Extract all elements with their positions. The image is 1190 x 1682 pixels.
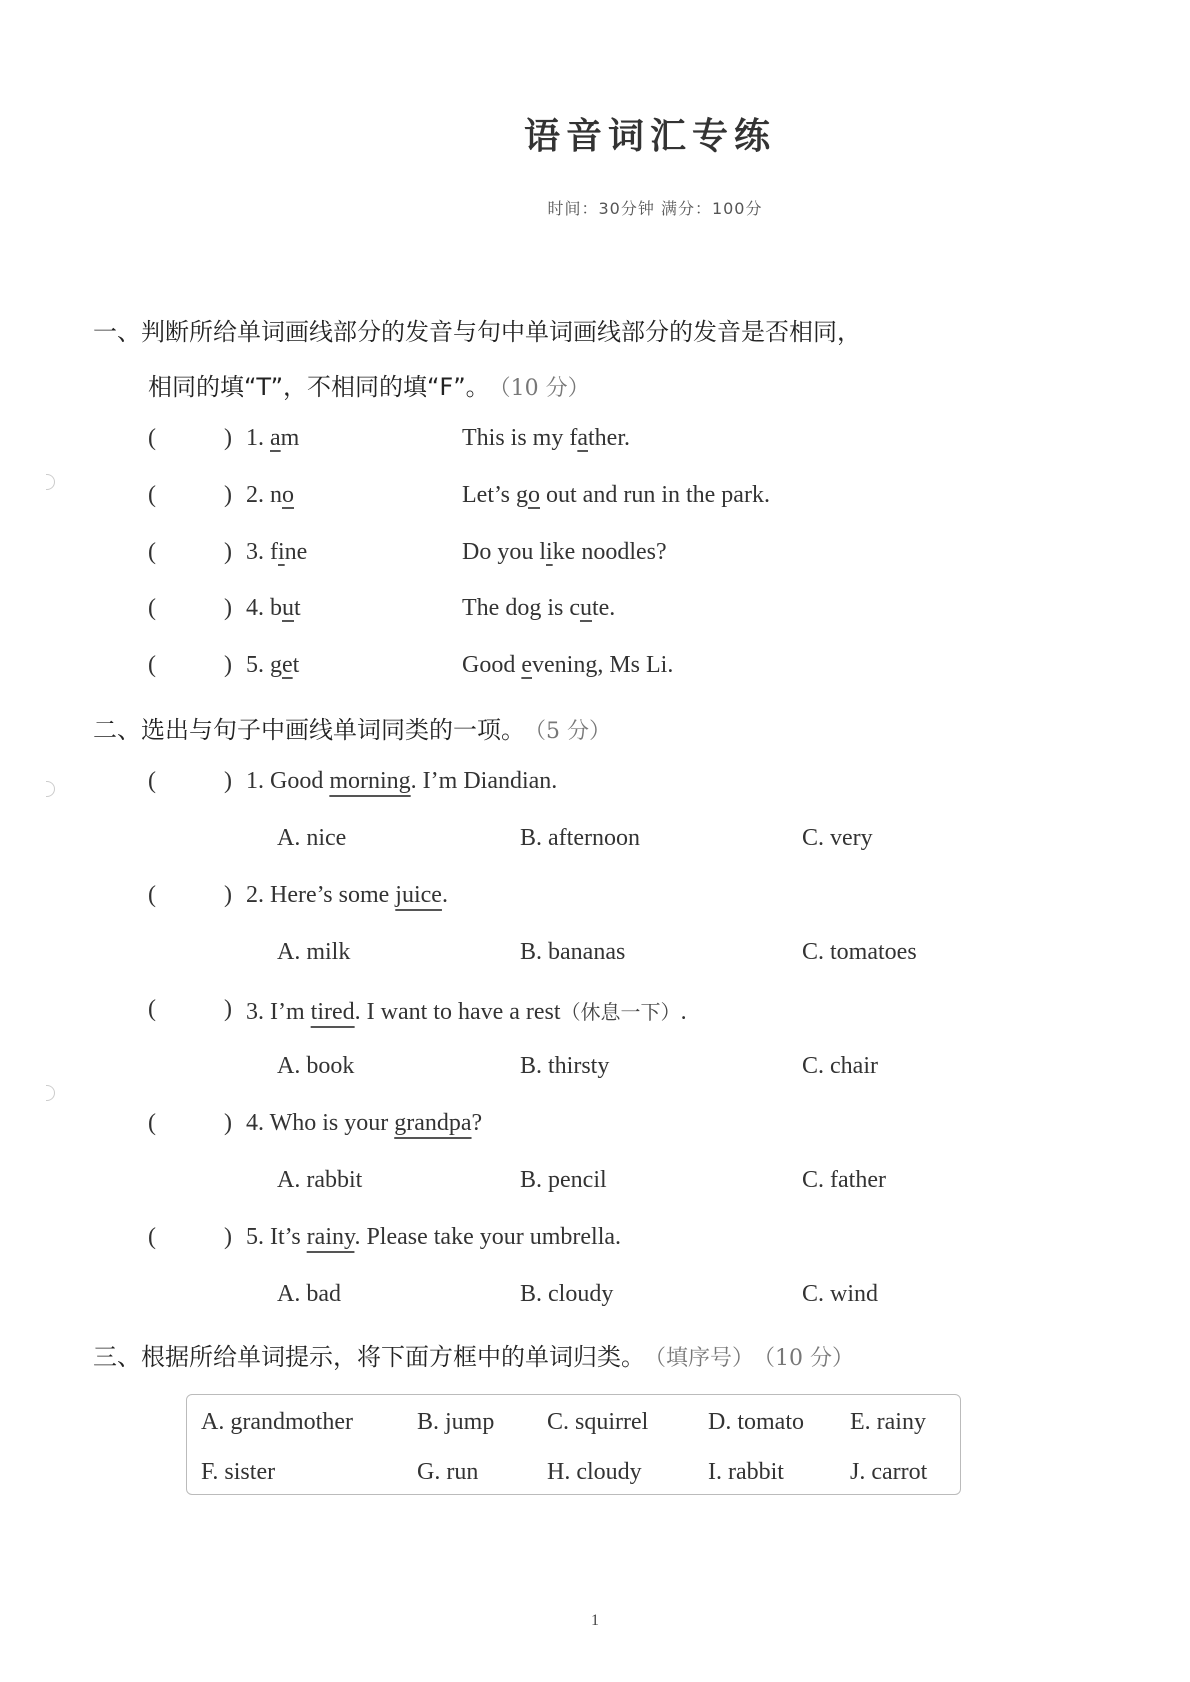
answer-blank[interactable]	[165, 1114, 221, 1140]
answer-paren-open: (	[148, 996, 156, 1022]
answer-paren-close: )	[224, 768, 232, 794]
answer-blank[interactable]	[165, 772, 221, 798]
question-number: 1.	[246, 425, 264, 451]
sentence-part: Here’s some	[270, 882, 396, 908]
question-sentence	[246, 882, 448, 909]
sentence-part: It’s	[270, 1224, 307, 1250]
option-b[interactable]: B. bananas	[520, 939, 626, 965]
question-number: 2.	[246, 482, 264, 508]
underlined-letter: e	[282, 652, 293, 678]
scan-mark	[46, 1085, 55, 1101]
word-part: ne	[284, 539, 308, 565]
option-c[interactable]: C. father	[802, 1167, 886, 1193]
word-part: b	[270, 595, 282, 621]
option-a[interactable]: A. nice	[277, 825, 347, 851]
sentence-part: ke noodles?	[552, 539, 667, 565]
question-word	[246, 482, 294, 509]
sentence-part: Let’s g	[462, 482, 528, 508]
question-number: 5.	[246, 652, 264, 678]
answer-blank[interactable]	[165, 429, 221, 455]
sentence-part: . Please take your umbrella.	[354, 1224, 622, 1250]
question-number: 4.	[246, 595, 264, 621]
scan-mark	[46, 781, 55, 797]
question-number: 3.	[246, 999, 264, 1025]
example-sentence	[462, 595, 615, 622]
word-bank-item: F. sister	[201, 1459, 276, 1485]
section3-score: （10 分）	[764, 1346, 855, 1371]
sentence-part: . I want to have a rest	[354, 999, 561, 1025]
sentence-part: Who is your	[269, 1110, 395, 1136]
question-sentence	[246, 996, 687, 1026]
word-bank-item: D. tomato	[708, 1409, 804, 1435]
time-and-score-info: 时间：30分钟 满分：100分	[547, 199, 763, 218]
word-bank-item: I. rabbit	[708, 1459, 784, 1485]
sentence-part: .	[441, 882, 448, 908]
section1-heading-text: 相同的填“T”，不相同的填“F”。	[148, 373, 490, 401]
underlined-word: morning	[329, 768, 411, 794]
section1-score: （10 分）	[499, 376, 590, 401]
word-part: g	[270, 652, 282, 678]
answer-paren-close: )	[224, 595, 232, 621]
answer-paren-open: (	[148, 1110, 156, 1136]
word-part: f	[270, 539, 278, 565]
section2-score: （5 分）	[535, 719, 611, 744]
option-a[interactable]: A. milk	[277, 939, 351, 965]
question-number: 5.	[246, 1224, 264, 1250]
section1-heading-line2	[148, 367, 590, 402]
sentence-part: . I’m Diandian.	[410, 768, 558, 794]
word-bank-item: A. grandmother	[201, 1409, 353, 1435]
answer-paren-close: )	[224, 1110, 232, 1136]
sentence-part: Good	[462, 652, 522, 678]
example-sentence	[462, 482, 770, 509]
answer-paren-close: )	[224, 996, 232, 1022]
underlined-word: tired	[310, 999, 355, 1025]
word-part: t	[292, 652, 300, 678]
sentence-part: This is my f	[462, 425, 578, 451]
answer-paren-open: (	[148, 482, 156, 508]
sentence-part: vening, Ms Li.	[532, 652, 674, 678]
underlined-word: grandpa	[394, 1110, 472, 1136]
answer-paren-open: (	[148, 539, 156, 565]
question-word	[246, 539, 307, 566]
question-number: 4.	[246, 1110, 264, 1136]
sentence-part: Good	[270, 768, 330, 794]
example-sentence	[462, 652, 673, 679]
chinese-hint: （休息一下）	[560, 1000, 681, 1024]
word-part: n	[270, 482, 282, 508]
answer-paren-open: (	[148, 1224, 156, 1250]
answer-paren-close: )	[224, 882, 232, 908]
underlined-word: rainy	[306, 1224, 355, 1250]
option-c[interactable]: C. tomatoes	[802, 939, 917, 965]
underlined-letter: e	[521, 652, 532, 678]
word-part: m	[280, 425, 300, 451]
option-a[interactable]: A. bad	[277, 1281, 341, 1307]
section2-heading-text: 二、选出与句子中画线单词同类的一项。	[93, 716, 525, 744]
answer-blank[interactable]	[165, 1000, 221, 1026]
underlined-letter: i	[546, 539, 553, 565]
sentence-part: The dog is c	[462, 595, 580, 621]
option-b[interactable]: B. pencil	[520, 1167, 607, 1193]
word-part: t	[294, 595, 301, 621]
option-b[interactable]: B. cloudy	[520, 1281, 614, 1307]
page-title: 语音词汇专练	[523, 115, 776, 157]
section3-heading	[93, 1337, 854, 1372]
underlined-letter: a	[577, 425, 588, 451]
question-sentence	[246, 768, 557, 795]
answer-blank[interactable]	[165, 543, 221, 569]
option-c[interactable]: C. very	[802, 825, 873, 851]
section2-heading	[93, 710, 611, 745]
underlined-letter: o	[282, 482, 294, 508]
sentence-part: ?	[471, 1110, 483, 1136]
answer-paren-open: (	[148, 595, 156, 621]
section3-fill-note: （填序号）	[655, 1346, 755, 1371]
underlined-letter: u	[282, 595, 294, 621]
answer-paren-close: )	[224, 425, 232, 451]
option-b[interactable]: B. thirsty	[520, 1053, 610, 1079]
option-a[interactable]: A. book	[277, 1053, 355, 1079]
answer-paren-close: )	[224, 652, 232, 678]
sentence-part: .	[680, 999, 687, 1025]
answer-blank[interactable]	[165, 886, 221, 912]
answer-blank[interactable]	[165, 486, 221, 512]
question-sentence	[246, 1110, 482, 1137]
word-bank-item: H. cloudy	[547, 1459, 642, 1485]
underlined-letter: u	[579, 595, 592, 621]
answer-paren-open: (	[148, 652, 156, 678]
word-bank-item: E. rainy	[850, 1409, 926, 1435]
sentence-part: ther.	[588, 425, 630, 451]
answer-blank[interactable]	[165, 1228, 221, 1254]
scan-mark	[46, 474, 55, 490]
answer-blank[interactable]	[165, 599, 221, 625]
example-sentence	[462, 425, 630, 452]
example-sentence	[462, 539, 667, 566]
answer-paren-open: (	[148, 425, 156, 451]
underlined-word: juice	[395, 882, 442, 908]
section3-heading-text: 三、根据所给单词提示，将下面方框中的单词归类。	[93, 1343, 645, 1371]
word-bank-item: G. run	[417, 1459, 479, 1485]
question-number: 2.	[246, 882, 264, 908]
word-bank-item: B. jump	[417, 1409, 495, 1435]
answer-paren-open: (	[148, 882, 156, 908]
option-c[interactable]: C. chair	[802, 1053, 878, 1079]
answer-paren-close: )	[224, 482, 232, 508]
question-word	[246, 595, 301, 622]
question-word	[246, 652, 299, 679]
sentence-part: te.	[591, 595, 616, 621]
sentence-part: I’m	[270, 999, 311, 1025]
question-word	[246, 425, 299, 452]
answer-paren-close: )	[224, 1224, 232, 1250]
word-bank-item: C. squirrel	[547, 1409, 649, 1435]
underlined-letter: a	[270, 425, 281, 451]
underlined-letter: i	[278, 539, 285, 565]
option-b[interactable]: B. afternoon	[520, 825, 640, 851]
option-c[interactable]: C. wind	[802, 1281, 879, 1307]
word-bank-item: J. carrot	[850, 1459, 928, 1485]
underlined-letter: o	[528, 482, 540, 508]
page-number: 1	[591, 1612, 599, 1629]
answer-paren-close: )	[224, 539, 232, 565]
sentence-part: Do you l	[462, 539, 546, 565]
question-number: 3.	[246, 539, 264, 565]
answer-paren-open: (	[148, 768, 156, 794]
question-sentence	[246, 1224, 621, 1251]
question-number: 1.	[246, 768, 264, 794]
sentence-part: out and run in the park.	[540, 482, 770, 508]
option-a[interactable]: A. rabbit	[277, 1167, 363, 1193]
answer-blank[interactable]	[165, 656, 221, 682]
section1-heading-line1: 一、判断所给单词画线部分的发音与句中单词画线部分的发音是否相同，	[93, 318, 861, 346]
